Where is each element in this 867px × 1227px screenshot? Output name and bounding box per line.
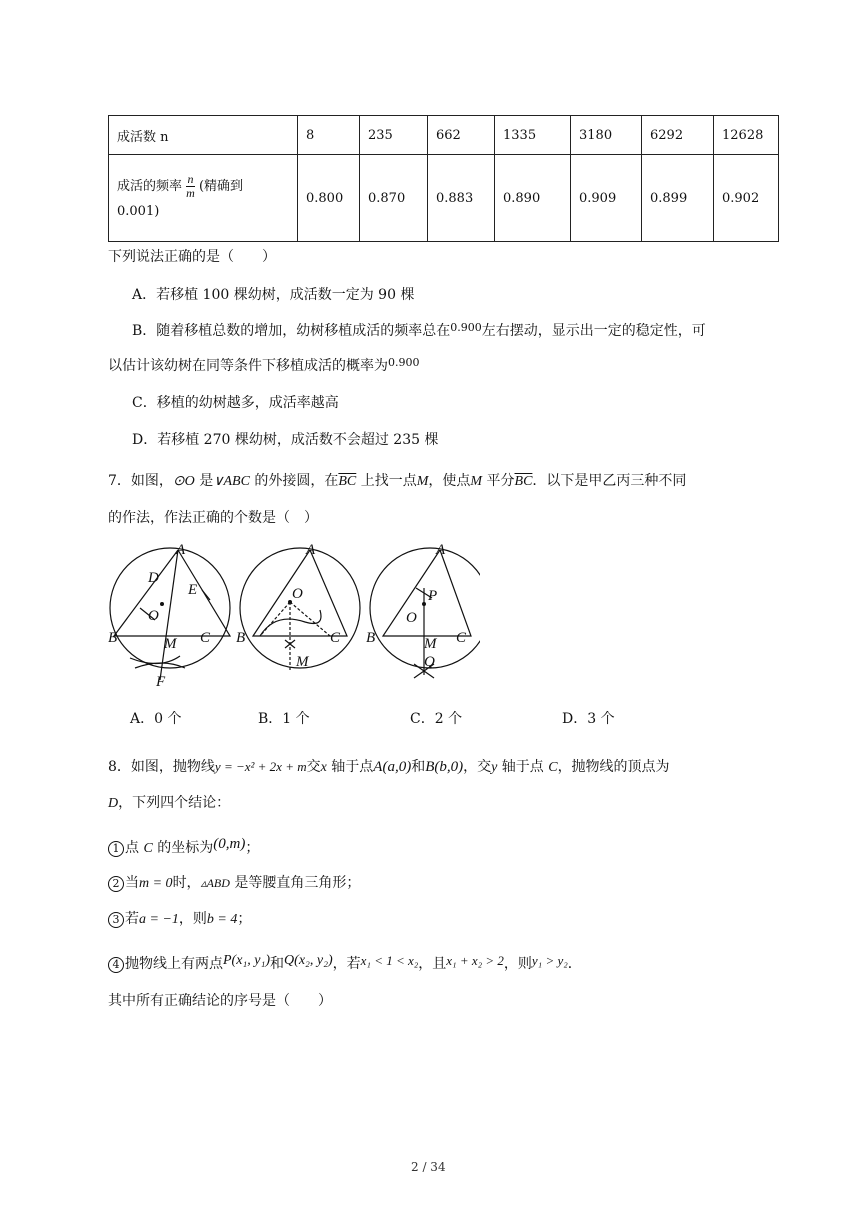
row1-cell: 8	[298, 116, 360, 155]
q7-option-d: D．3 个	[562, 711, 615, 727]
q8-conclusion-4: 4 抛物线上有两点P(x₁, y₁)和Q(x₂, y₂)，若x₁ < 1 < x₂，且x₁ + x₂ > 2，则y₁ > y₂．	[108, 953, 582, 973]
q6-option-d: D．若移植 270 棵幼树，成活数不会超过 235 棵	[132, 432, 439, 448]
row1-cell: 6292	[642, 116, 714, 155]
row2-cell: 0.800	[298, 155, 360, 242]
q8-conclusion-2: 2 当m = 0时，▵ABD 是等腰直角三角形；	[108, 872, 360, 892]
q6-prompt: 下列说法正确的是（ ）	[108, 249, 276, 265]
fig3-label-m: M	[424, 636, 437, 652]
freq-fraction: $\frac{n}{m}$	[186, 171, 195, 200]
row1-header: 成活数 n	[109, 116, 298, 155]
fig3-triangle	[383, 550, 471, 636]
fig2-label-b: B	[236, 630, 246, 646]
row2-cell: 0.870	[360, 155, 428, 242]
page-number: 2 / 34	[411, 1160, 446, 1174]
precision-label: (精确到	[198, 178, 244, 194]
fig2-label-c: C	[330, 630, 341, 646]
fig1-arc2	[130, 656, 180, 664]
q7-option-c: C．2 个	[410, 711, 463, 727]
fig1-label-d: D	[148, 570, 159, 586]
q8-line1: 8．如图，抛物线y = −x² + 2x + m交x 轴于点A(a,0)和B(b,0)，交y 轴于点 C，抛物线的顶点为	[108, 759, 670, 775]
row1-cell: 662	[428, 116, 495, 155]
q7-line1: 7．如图，⊙O 是∨ABC 的外接圆，在$\overline{BC}$ 上找一点M，使点M 平分$\overline{BC}$．以下是甲乙丙三种不同	[108, 473, 687, 489]
fig1-label-e: E	[188, 582, 198, 598]
fig2-label-m: M	[296, 654, 309, 670]
fig3-label-c: C	[456, 630, 467, 646]
row1-cell: 235	[360, 116, 428, 155]
fig1-line-af	[160, 550, 178, 680]
q8-conclusion-1: 1 点 C 的坐标为(0,m)；	[108, 836, 259, 857]
q6-option-a: A．若移植 100 棵幼树，成活数一定为 90 棵	[132, 287, 415, 303]
fig1-label-a: A	[176, 542, 186, 558]
q7-line2: 的作法，作法正确的个数是（ ）	[108, 510, 318, 526]
fig3-label-b: B	[366, 630, 376, 646]
row1-cell: 12628	[714, 116, 779, 155]
q6-option-c: C．移植的幼树越多，成活率越高	[132, 395, 339, 411]
survival-table	[108, 115, 779, 242]
fig2-label-o: O	[292, 586, 303, 602]
fig3-label-p: P	[428, 588, 438, 604]
row2-cell: 0.883	[428, 155, 495, 242]
fig1-label-b: B	[108, 630, 118, 646]
fig2-label-a: A	[306, 542, 316, 558]
fig3-label-a: A	[436, 542, 446, 558]
fig1-mark-e	[202, 590, 210, 600]
q8-line2: D，下列四个结论：	[108, 795, 231, 811]
freq-label: 成活的频率	[117, 178, 183, 194]
q6-option-b-line2: 以估计该幼树在同等条件下移植成活的概率为$^{0.900}$	[108, 356, 420, 374]
q8-conclusion-3: 3 若a = −1，则b = 4；	[108, 908, 251, 928]
fig1-label-f: F	[156, 674, 166, 690]
fig1-label-c: C	[200, 630, 211, 646]
fig1-label-m: M	[164, 636, 177, 652]
fig1-label-o: O	[148, 608, 159, 624]
precision-value: 0.001	[117, 203, 155, 219]
row2-cell: 0.909	[571, 155, 642, 242]
q6-option-b-line1: B．随着移植总数的增加，幼树移植成活的频率总在$^{0.900}$左右摆动，显示出一定的稳定性，可	[132, 321, 706, 339]
q7-option-a: A．0 个	[130, 711, 182, 727]
row2-cell: 0.899	[642, 155, 714, 242]
row2-header: 成活的频率 $\frac{n}{m}$ (精确到 0.001)	[109, 155, 298, 242]
q8-final: 其中所有正确结论的序号是（ ）	[108, 993, 332, 1009]
row1-cell: 1335	[495, 116, 571, 155]
row1-cell: 3180	[571, 116, 642, 155]
fig3-label-q: Q	[424, 654, 435, 670]
q7-figures	[100, 540, 480, 690]
fig3-label-o: O	[406, 610, 417, 626]
row2-cell: 0.890	[495, 155, 571, 242]
row2-cell: 0.902	[714, 155, 779, 242]
q7-option-b: B．1 个	[258, 711, 310, 727]
